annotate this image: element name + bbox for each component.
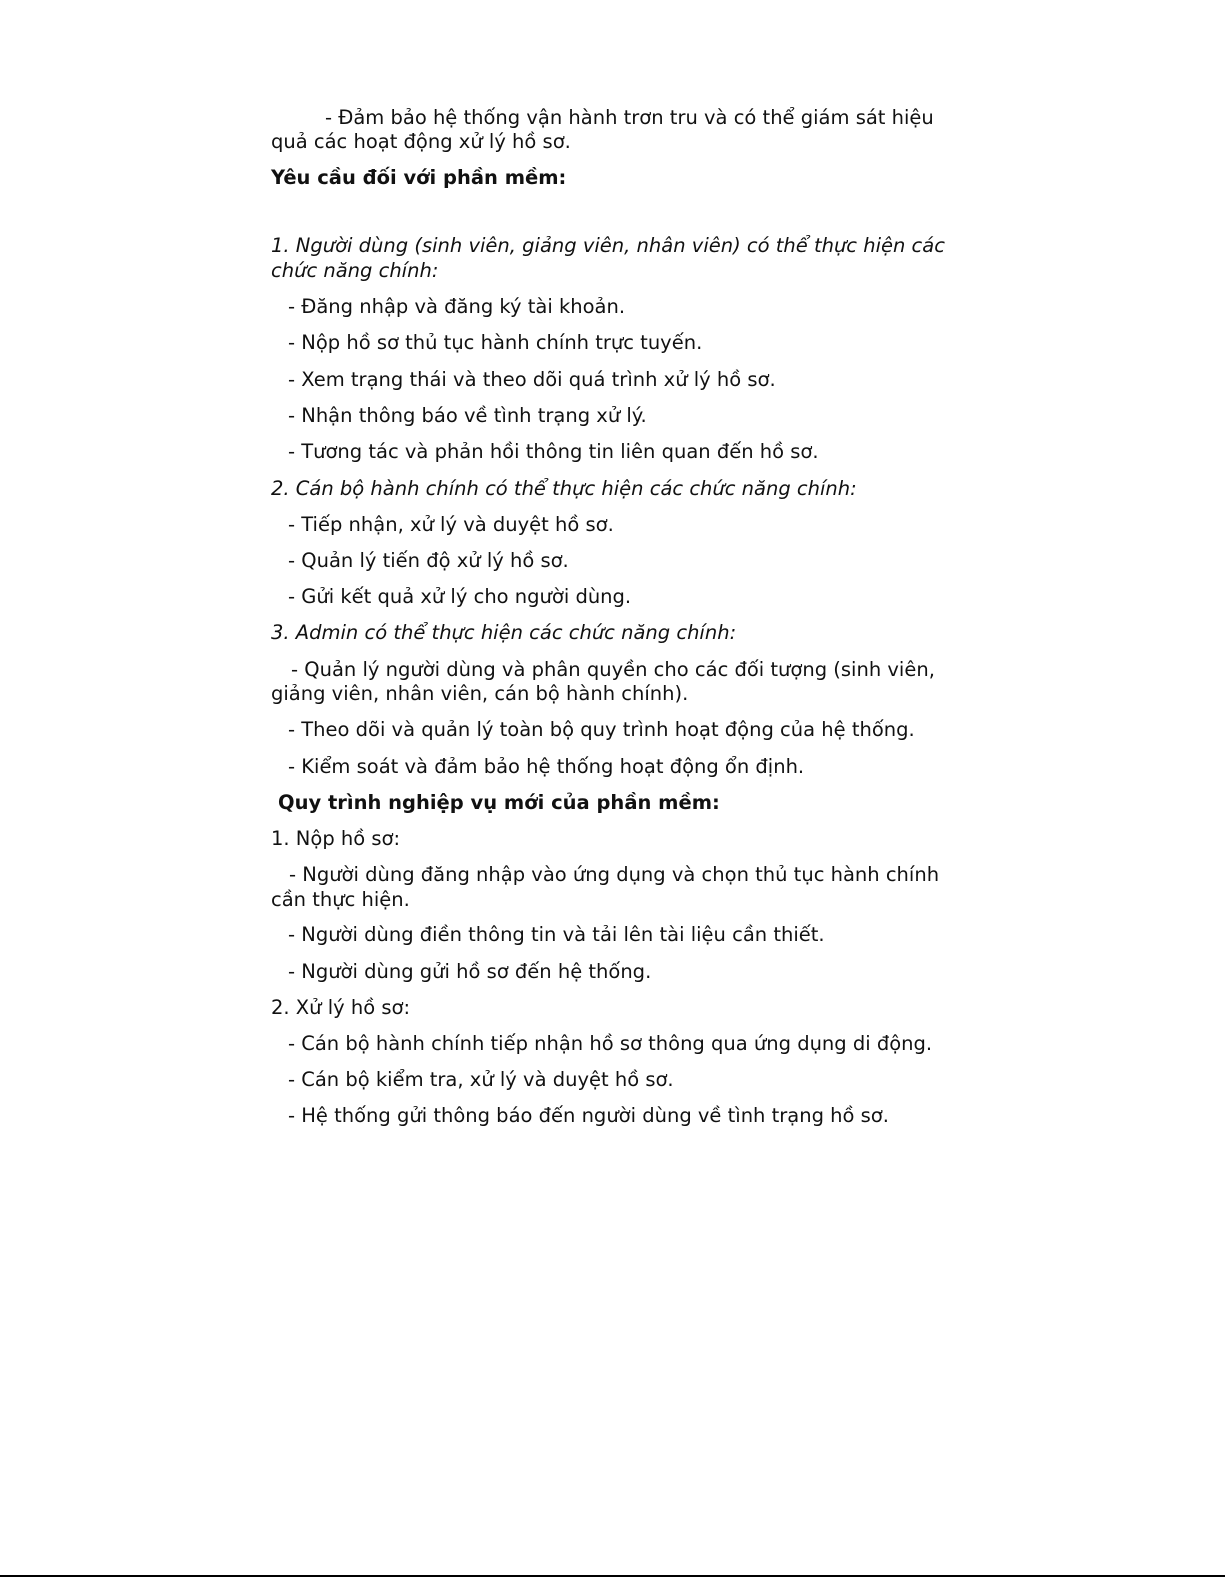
list-item: - Tương tác và phản hồi thông tin liên quan đến hồ sơ. [288, 440, 819, 463]
handle-section-title: 2. Xử lý hồ sơ: [271, 996, 411, 1019]
list-item: - Nộp hồ sơ thủ tục hành chính trực tuyến. [288, 331, 703, 354]
list-item: - Nhận thông báo về tình trạng xử lý. [288, 404, 647, 427]
list-item: - Người dùng điền thông tin và tải lên tài liệu cần thiết. [288, 923, 825, 946]
submit-item-1-line-1: - Người dùng đăng nhập vào ứng dụng và chọn thủ tục hành chính [289, 863, 940, 886]
list-item: - Tiếp nhận, xử lý và duyệt hồ sơ. [288, 513, 614, 536]
list-item: - Cán bộ kiểm tra, xử lý và duyệt hồ sơ. [288, 1068, 674, 1091]
list-item: - Đăng nhập và đăng ký tài khoản. [288, 295, 626, 318]
user-section-title-line-2: chức năng chính: [271, 259, 439, 282]
list-item: - Quản lý tiến độ xử lý hồ sơ. [288, 549, 569, 572]
admin-section-title: 3. Admin có thể thực hiện các chức năng chính: [271, 621, 737, 644]
list-item: - Gửi kết quả xử lý cho người dùng. [288, 585, 632, 608]
submit-section-title: 1. Nộp hồ sơ: [271, 827, 401, 850]
list-item: - Xem trạng thái và theo dõi quá trình xử lý hồ sơ. [288, 368, 776, 391]
submit-item-1-line-2: cần thực hiện. [271, 888, 410, 911]
process-heading: Quy trình nghiệp vụ mới của phần mềm: [278, 791, 720, 814]
list-item: - Kiểm soát và đảm bảo hệ thống hoạt động ổn định. [288, 755, 805, 778]
staff-section-title: 2. Cán bộ hành chính có thể thực hiện các chức năng chính: [271, 477, 857, 500]
admin-item-1-line-1: - Quản lý người dùng và phân quyền cho các đối tượng (sinh viên, [291, 658, 935, 681]
list-item: - Theo dõi và quản lý toàn bộ quy trình hoạt động của hệ thống. [288, 718, 915, 741]
requirements-heading: Yêu cầu đối với phần mềm: [271, 166, 567, 189]
list-item: - Hệ thống gửi thông báo đến người dùng về tình trạng hồ sơ. [288, 1104, 889, 1127]
list-item: - Người dùng gửi hồ sơ đến hệ thống. [288, 960, 652, 983]
admin-item-1-line-2: giảng viên, nhân viên, cán bộ hành chính). [271, 682, 689, 705]
intro-line-2: quả các hoạt động xử lý hồ sơ. [271, 130, 571, 153]
list-item: - Cán bộ hành chính tiếp nhận hồ sơ thông qua ứng dụng di động. [288, 1032, 933, 1055]
page-bottom-rule [0, 1575, 1225, 1577]
user-section-title-line-1: 1. Người dùng (sinh viên, giảng viên, nhân viên) có thể thực hiện các [271, 234, 945, 257]
intro-line-1: - Đảm bảo hệ thống vận hành trơn tru và có thể giám sát hiệu [325, 106, 934, 129]
